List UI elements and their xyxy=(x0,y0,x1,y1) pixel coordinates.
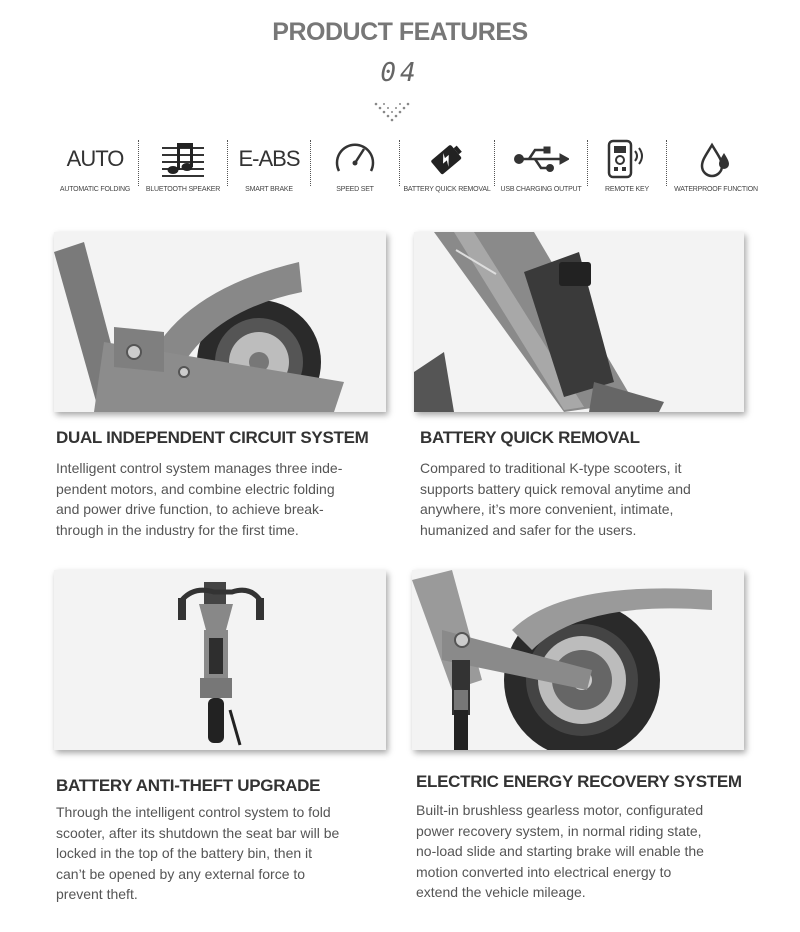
remote-key-icon xyxy=(605,139,649,179)
chevron-down-icon xyxy=(372,100,412,122)
feature-label: WATERPROOF FUNCTION xyxy=(674,186,758,193)
feature-waterproof-function xyxy=(667,138,765,198)
fold-mechanism-image xyxy=(54,232,386,412)
section-body: Through the intelligent control system to fold scooter, after its shutdown the seat bar will be locked in the top of the battery bin, then it can’t be opened by any external force to prevent theft. xyxy=(56,804,340,902)
section-body: Built-in brushless gearless motor, configurated power recovery system, in normal riding state, no-load slide and starting brake will enable the motion converted into electrical energy to extend the vehicle mileage. xyxy=(416,802,704,900)
section-heading: BATTERY ANTI-THEFT UPGRADE xyxy=(56,776,321,795)
section-heading: BATTERY QUICK REMOVAL xyxy=(420,428,640,447)
page-title: PRODUCT FEATURES xyxy=(272,18,528,46)
feature-label: BATTERY QUICK REMOVAL xyxy=(403,186,491,193)
feature-speed-set xyxy=(311,138,399,198)
feature-label: USB CHARGING OUTPUT xyxy=(500,186,582,193)
feature-label: BLUETOOTH SPEAKER xyxy=(145,186,221,193)
feature-bluetooth-speaker xyxy=(139,138,227,198)
battery-removal-image xyxy=(414,232,744,412)
anti-theft-scooter-image xyxy=(54,570,386,750)
usb-icon xyxy=(513,144,569,174)
feature-battery-quick-removal xyxy=(400,138,494,198)
auto-text-icon: AUTO xyxy=(66,146,124,171)
section-heading: DUAL INDEPENDENT CIRCUIT SYSTEM xyxy=(56,428,369,447)
feature-label: SMART BRAKE xyxy=(245,186,293,193)
feature-smart-brake xyxy=(228,138,310,198)
feature-automatic-folding xyxy=(52,138,138,198)
feature-remote-key xyxy=(588,138,666,198)
section-heading: ELECTRIC ENERGY RECOVERY SYSTEM xyxy=(416,772,742,791)
section-body: Intelligent control system manages three inde- pendent motors, and combine electric folding and power drive function, to achieve break- through in the industry for the first time. xyxy=(56,460,343,538)
energy-recovery-wheel-image xyxy=(412,570,744,750)
water-drop-icon xyxy=(696,139,736,179)
feature-label: REMOTE KEY xyxy=(605,186,649,193)
eabs-text-icon: E-ABS xyxy=(238,146,300,171)
feature-icon-row xyxy=(52,138,772,198)
feature-label: SPEED SET xyxy=(336,186,374,193)
feature-label: AUTOMATIC FOLDING xyxy=(59,186,131,193)
section-body: Compared to traditional K-type scooters, it supports battery quick removal anytime and anywhere, it’s more convenient, intimate, humanized and safer for the users. xyxy=(420,460,691,538)
section-number: 04 xyxy=(380,58,420,88)
feature-usb-charging-output xyxy=(495,138,587,198)
speedometer-icon xyxy=(333,139,377,179)
battery-icon xyxy=(427,139,467,179)
music-note-icon xyxy=(160,140,206,178)
